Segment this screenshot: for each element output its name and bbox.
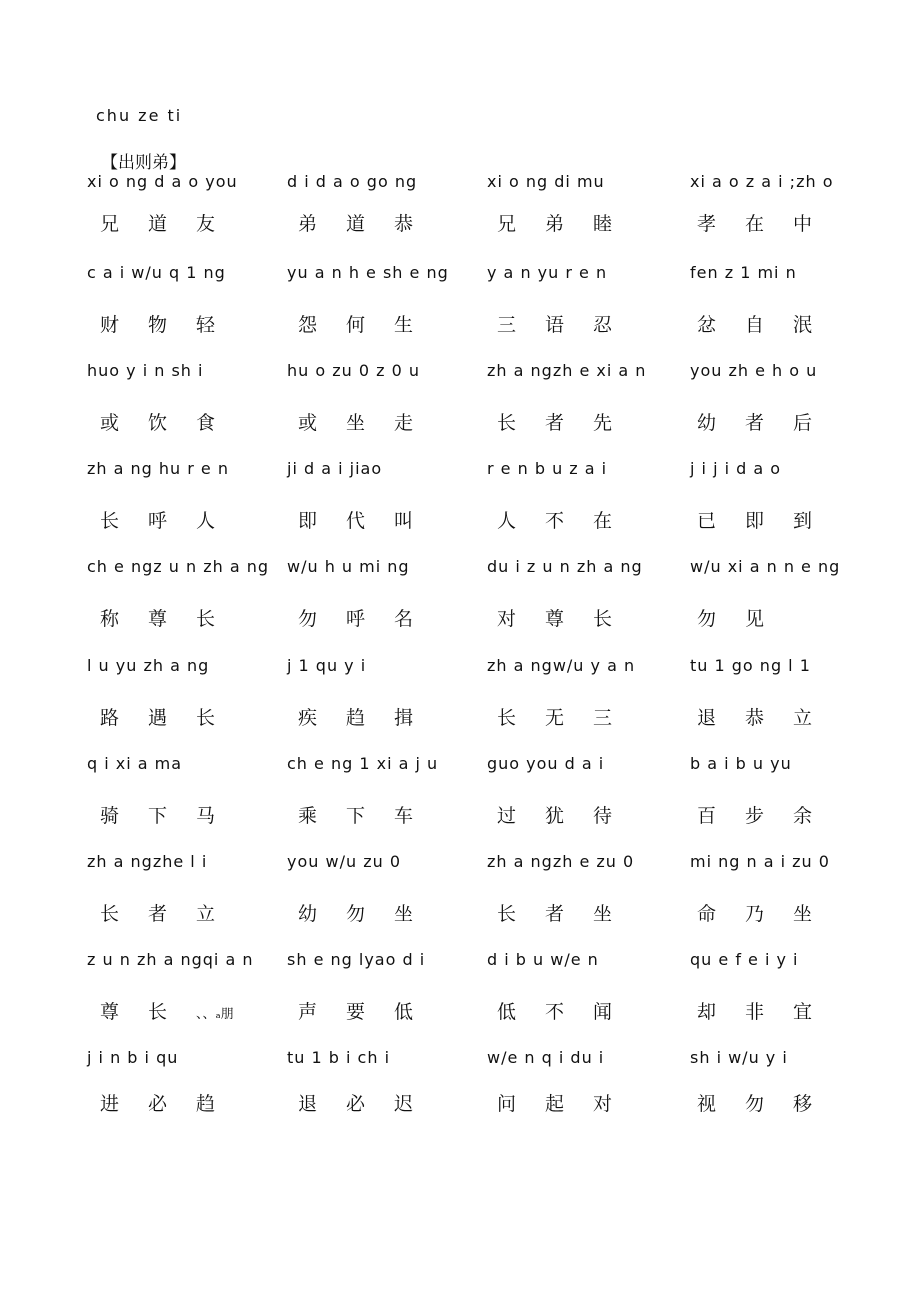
hanzi-char: 语 [545, 314, 565, 336]
hanzi-char: 代 [346, 510, 366, 532]
hanzi-char: 泯 [793, 314, 813, 336]
pinyin-cell: d i d a o go ng [287, 172, 418, 191]
pinyin-cell: z u n zh a ngqi a n [87, 950, 254, 969]
pinyin-cell: guo you d a i [487, 754, 605, 773]
hanzi-char: 者 [745, 412, 765, 434]
hanzi-row [0, 310, 920, 338]
hanzi-char: 无 [545, 707, 565, 729]
hanzi-char: 物 [148, 314, 168, 336]
pinyin-cell: j i j i d a o [690, 459, 782, 478]
pinyin-cell: w/u h u mi ng [287, 557, 410, 576]
hanzi-char: 尊 [100, 1001, 120, 1023]
hanzi-char: 揖 [394, 707, 414, 729]
pinyin-row [0, 557, 920, 585]
pinyin-cell: y a n yu r e n [487, 263, 608, 282]
pinyin-cell: zh a ngzh e xi a n [487, 361, 647, 380]
hanzi-phrase [697, 703, 841, 730]
hanzi-char: 低 [497, 1001, 517, 1023]
hanzi-char: 何 [346, 314, 366, 336]
hanzi-char: 退 [298, 1093, 318, 1115]
hanzi-char: 忿 [697, 314, 717, 336]
pinyin-cell: w/u xi a n n e ng [690, 557, 841, 576]
hanzi-phrase [298, 997, 442, 1024]
hanzi-phrase [497, 997, 641, 1024]
hanzi-char: 必 [346, 1093, 366, 1115]
hanzi-phrase [497, 209, 641, 236]
hanzi-char: 起 [545, 1093, 565, 1115]
hanzi-phrase [497, 310, 641, 337]
hanzi-phrase [100, 604, 244, 631]
hanzi-char: 幼 [697, 412, 717, 434]
hanzi-char: 先 [593, 412, 613, 434]
hanzi-char: 兄 [100, 213, 120, 235]
hanzi-phrase [697, 506, 841, 533]
hanzi-char: 财 [100, 314, 120, 336]
hanzi-char: 乃 [745, 903, 765, 925]
hanzi-phrase [100, 801, 244, 828]
hanzi-char: 趋 [196, 1093, 216, 1115]
hanzi-char: 对 [497, 608, 517, 630]
hanzi-char: 长 [148, 1001, 168, 1023]
pinyin-cell: zh a ng hu r e n [87, 459, 229, 478]
hanzi-phrase [298, 408, 442, 435]
hanzi-char: 生 [394, 314, 414, 336]
pinyin-row [0, 172, 920, 200]
hanzi-char: 睦 [593, 213, 613, 235]
pinyin-cell: du i z u n zh a ng [487, 557, 643, 576]
hanzi-char: 骑 [100, 805, 120, 827]
pinyin-cell: zh a ngzhe l i [87, 852, 208, 871]
hanzi-char: 走 [394, 412, 414, 434]
pinyin-cell: hu o zu 0 z 0 u [287, 361, 421, 380]
hanzi-char: 恭 [394, 213, 414, 235]
pinyin-row [0, 950, 920, 978]
pinyin-cell: ji d a i jiao [287, 459, 383, 478]
pinyin-cell: q i xi a ma [87, 754, 183, 773]
hanzi-row [0, 801, 920, 829]
hanzi-char: 路 [100, 707, 120, 729]
hanzi-phrase [697, 997, 841, 1024]
pinyin-cell: you zh e h o u [690, 361, 818, 380]
pinyin-cell: zh a ngw/u y a n [487, 656, 636, 675]
document-title: chu ze ti [96, 106, 183, 125]
hanzi-char: 声 [298, 1001, 318, 1023]
hanzi-phrase [697, 1089, 841, 1116]
hanzi-char: 忍 [593, 314, 613, 336]
hanzi-char: 长 [497, 412, 517, 434]
hanzi-char: 待 [593, 805, 613, 827]
hanzi-char: 已 [697, 510, 717, 532]
hanzi-char: 叫 [394, 510, 414, 532]
pinyin-cell: c a i w/u q 1 ng [87, 263, 226, 282]
pinyin-row [0, 361, 920, 389]
hanzi-char: 下 [148, 805, 168, 827]
hanzi-char: 勿 [298, 608, 318, 630]
hanzi-char: 呼 [346, 608, 366, 630]
hanzi-char: 退 [697, 707, 717, 729]
hanzi-char: 移 [793, 1093, 813, 1115]
hanzi-char: 尊 [545, 608, 565, 630]
pinyin-cell: d i b u w/e n [487, 950, 599, 969]
hanzi-row [0, 408, 920, 436]
hanzi-char: 勿 [346, 903, 366, 925]
hanzi-char: 问 [497, 1093, 517, 1115]
hanzi-char: 犹 [545, 805, 565, 827]
hanzi-char: 坐 [793, 903, 813, 925]
pinyin-cell: ch e ngz u n zh a ng [87, 557, 269, 576]
pinyin-row [0, 263, 920, 291]
hanzi-char: 幼 [298, 903, 318, 925]
hanzi-phrase [497, 899, 641, 926]
hanzi-char: 呼 [148, 510, 168, 532]
hanzi-char: 见 [745, 608, 765, 630]
hanzi-char: 必 [148, 1093, 168, 1115]
pinyin-cell: j 1 qu y i [287, 656, 367, 675]
hanzi-char: 趋 [346, 707, 366, 729]
hanzi-phrase [697, 310, 841, 337]
hanzi-char: 饮 [148, 412, 168, 434]
hanzi-char: 后 [793, 412, 813, 434]
hanzi-phrase [697, 801, 841, 828]
hanzi-phrase [100, 899, 244, 926]
hanzi-char: 立 [196, 903, 216, 925]
hanzi-char: 步 [745, 805, 765, 827]
hanzi-char: 坐 [346, 412, 366, 434]
pinyin-cell: sh e ng lyao d i [287, 950, 426, 969]
pinyin-row [0, 459, 920, 487]
hanzi-phrase [298, 801, 442, 828]
hanzi-char: 或 [298, 412, 318, 434]
hanzi-phrase [100, 408, 244, 435]
hanzi-char: 车 [394, 805, 414, 827]
hanzi-char: 人 [196, 510, 216, 532]
hanzi-char: 过 [497, 805, 517, 827]
pinyin-cell: mi ng n a i zu 0 [690, 852, 830, 871]
pinyin-cell: xi o ng di mu [487, 172, 605, 191]
hanzi-phrase [298, 604, 442, 631]
hanzi-row [0, 899, 920, 927]
hanzi-char: 尊 [148, 608, 168, 630]
hanzi-char: 下 [346, 805, 366, 827]
hanzi-char: 中 [793, 213, 813, 235]
section-heading: 【出则弟】 [101, 153, 186, 173]
hanzi-phrase [298, 703, 442, 730]
hanzi-phrase [497, 604, 641, 631]
hanzi-phrase [298, 310, 442, 337]
hanzi-phrase [100, 506, 244, 533]
pinyin-cell: w/e n q i du i [487, 1048, 605, 1067]
hanzi-char: 长 [100, 510, 120, 532]
pinyin-cell: xi o ng d a o you [87, 172, 238, 191]
hanzi-phrase [697, 209, 841, 236]
hanzi-phrase [497, 703, 641, 730]
pinyin-row [0, 1048, 920, 1076]
pinyin-cell: tu 1 b i ch i [287, 1048, 391, 1067]
hanzi-char: 勿 [745, 1093, 765, 1115]
hanzi-char: 三 [593, 707, 613, 729]
hanzi-char: 余 [793, 805, 813, 827]
hanzi-char: 坐 [593, 903, 613, 925]
hanzi-char: 对 [593, 1093, 613, 1115]
hanzi-char: 弟 [298, 213, 318, 235]
pinyin-row [0, 754, 920, 782]
hanzi-char: 低 [394, 1001, 414, 1023]
hanzi-char: 进 [100, 1093, 120, 1115]
hanzi-char: 长 [196, 707, 216, 729]
pinyin-cell: r e n b u z a i [487, 459, 608, 478]
hanzi-char: 马 [196, 805, 216, 827]
hanzi-row [0, 703, 920, 731]
hanzi-char: 弟 [545, 213, 565, 235]
hanzi-char: 疾 [298, 707, 318, 729]
hanzi-phrase [697, 604, 841, 631]
hanzi-phrase [100, 703, 244, 730]
hanzi-char: 友 [196, 213, 216, 235]
hanzi-phrase [298, 899, 442, 926]
hanzi-char: 兄 [497, 213, 517, 235]
hanzi-char: 者 [545, 412, 565, 434]
hanzi-char: 遇 [148, 707, 168, 729]
hanzi-char: 百 [697, 805, 717, 827]
hanzi-char: 即 [745, 510, 765, 532]
pinyin-cell: sh i w/u y i [690, 1048, 788, 1067]
hanzi-char: 在 [593, 510, 613, 532]
hanzi-row [0, 997, 920, 1025]
hanzi-phrase [697, 408, 841, 435]
hanzi-row [0, 1089, 920, 1117]
pinyin-cell: xi a o z a i ;zh o [690, 172, 834, 191]
pinyin-cell: yu a n h e sh e ng [287, 263, 449, 282]
hanzi-char: 长 [497, 903, 517, 925]
hanzi-phrase [697, 899, 841, 926]
hanzi-phrase [298, 209, 442, 236]
hanzi-phrase [497, 506, 641, 533]
hanzi-char: 者 [148, 903, 168, 925]
hanzi-phrase [497, 1089, 641, 1116]
pinyin-cell: huo y i n sh i [87, 361, 204, 380]
hanzi-char: 或 [100, 412, 120, 434]
hanzi-char: 在 [745, 213, 765, 235]
hanzi-char: 三 [497, 314, 517, 336]
hanzi-char: 长 [497, 707, 517, 729]
hanzi-char: 道 [148, 213, 168, 235]
hanzi-char: 却 [697, 1001, 717, 1023]
pinyin-cell: fen z 1 mi n [690, 263, 797, 282]
hanzi-char: 食 [196, 412, 216, 434]
hanzi-row [0, 506, 920, 534]
hanzi-phrase [100, 310, 244, 337]
hanzi-phrase [497, 801, 641, 828]
hanzi-char: 称 [100, 608, 120, 630]
hanzi-char: 迟 [394, 1093, 414, 1115]
pinyin-cell: you w/u zu 0 [287, 852, 401, 871]
hanzi-char: 不 [545, 1001, 565, 1023]
hanzi-row [0, 209, 920, 237]
hanzi-char: 坐 [394, 903, 414, 925]
hanzi-char: 乘 [298, 805, 318, 827]
hanzi-char: 孝 [697, 213, 717, 235]
pinyin-cell: l u yu zh a ng [87, 656, 210, 675]
hanzi-char: 即 [298, 510, 318, 532]
hanzi-char: 、、ₐ朋 [196, 1007, 234, 1022]
hanzi-phrase [100, 209, 244, 236]
hanzi-char: 自 [745, 314, 765, 336]
hanzi-char: 命 [697, 903, 717, 925]
hanzi-phrase [497, 408, 641, 435]
hanzi-char: 到 [793, 510, 813, 532]
pinyin-cell: qu e f e i y i [690, 950, 799, 969]
hanzi-char: 闻 [593, 1001, 613, 1023]
hanzi-phrase [100, 1089, 244, 1116]
pinyin-cell: ch e ng 1 xi a j u [287, 754, 439, 773]
hanzi-char: 长 [196, 608, 216, 630]
hanzi-char: 轻 [196, 314, 216, 336]
hanzi-char: 名 [394, 608, 414, 630]
pinyin-cell: j i n b i qu [87, 1048, 179, 1067]
hanzi-char: 恭 [745, 707, 765, 729]
hanzi-phrase [298, 1089, 442, 1116]
hanzi-char: 要 [346, 1001, 366, 1023]
hanzi-phrase [298, 506, 442, 533]
pinyin-row [0, 852, 920, 880]
hanzi-char: 怨 [298, 314, 318, 336]
hanzi-char: 道 [346, 213, 366, 235]
hanzi-char: 不 [545, 510, 565, 532]
pinyin-row [0, 656, 920, 684]
pinyin-cell: zh a ngzh e zu 0 [487, 852, 635, 871]
hanzi-char: 宜 [793, 1001, 813, 1023]
pinyin-cell: b a i b u yu [690, 754, 792, 773]
hanzi-char: 立 [793, 707, 813, 729]
hanzi-char: 视 [697, 1093, 717, 1115]
hanzi-char: 者 [545, 903, 565, 925]
hanzi-char: 勿 [697, 608, 717, 630]
pinyin-cell: tu 1 go ng l 1 [690, 656, 811, 675]
hanzi-phrase [100, 997, 244, 1024]
hanzi-char: 非 [745, 1001, 765, 1023]
hanzi-row [0, 604, 920, 632]
hanzi-char: 人 [497, 510, 517, 532]
hanzi-char: 长 [593, 608, 613, 630]
hanzi-char: 长 [100, 903, 120, 925]
